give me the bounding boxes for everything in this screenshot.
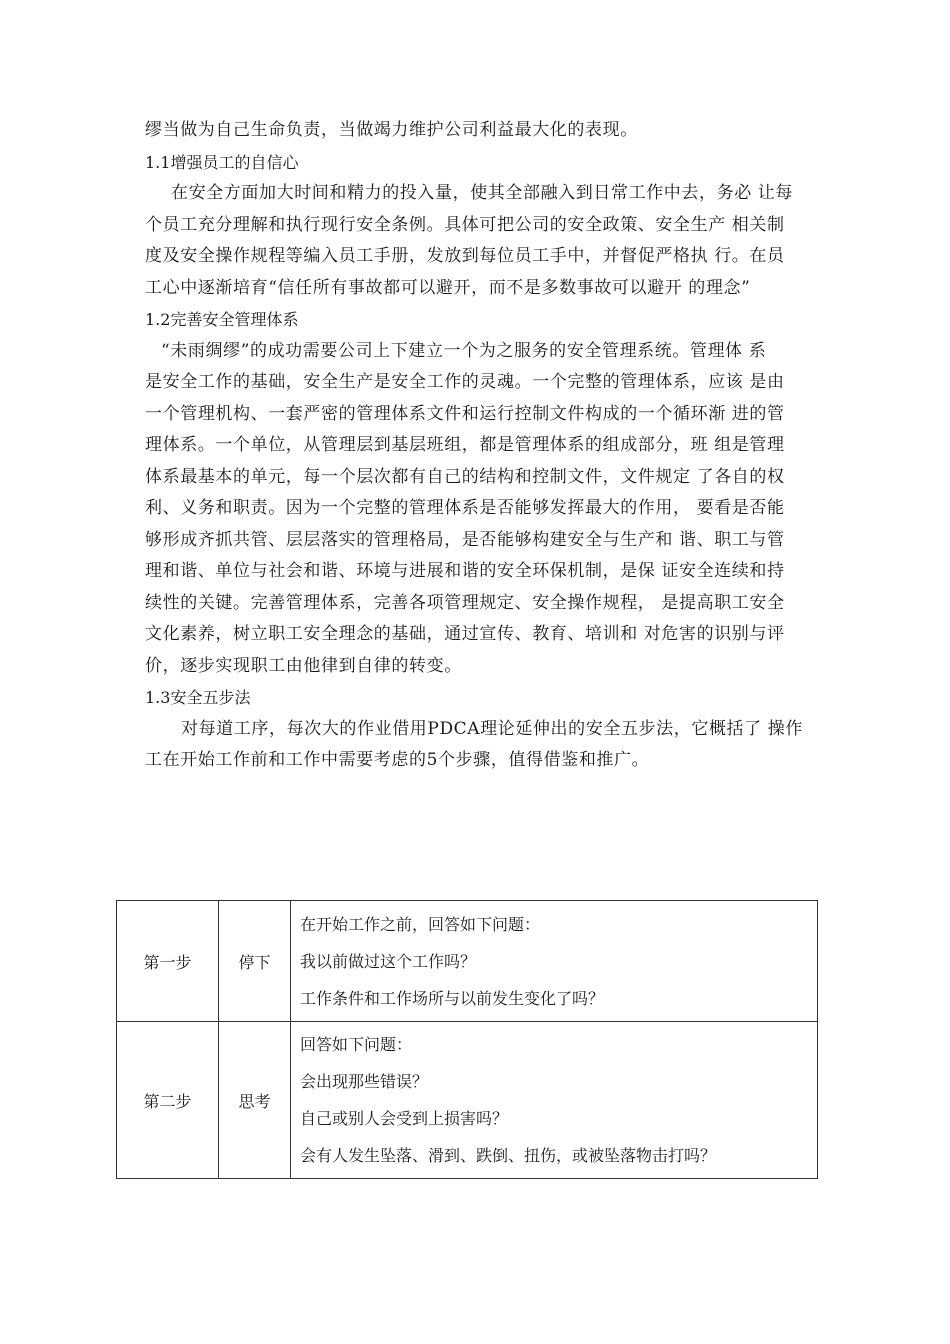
- table-row: [117, 901, 818, 1022]
- description-line: 回答如下问题：: [300, 1035, 413, 1054]
- table-row: [117, 1022, 818, 1179]
- paragraph-line: 工心中逐渐培育“信任所有事故都可以避开，而不是多数事故可以避开 的理念”: [145, 277, 751, 298]
- document-body: [145, 115, 820, 777]
- description-line: 会出现那些错误？: [300, 1072, 429, 1091]
- step-action-cell: 思考: [219, 1022, 291, 1179]
- description-line: 自己或别人会受到上损害吗？: [300, 1109, 509, 1128]
- description-line: 在开始工作之前，回答如下问题：: [300, 914, 541, 934]
- step-action-cell: 停下: [219, 901, 291, 1022]
- paragraph-line: 理和谐、单位与社会和谐、环境与进展和谐的安全环保机制，是保 证安全连续和持: [145, 561, 785, 581]
- description-line: 我以前做过这个工作吗？: [300, 951, 477, 971]
- step-number-cell: 第二步: [117, 1022, 219, 1179]
- section-heading-1-1: 1.1增强员工的自信心: [145, 152, 299, 172]
- paragraph-line: 体系最基本的单元，每一个层次都有自己的结构和控制文件，文件规定 了各自的权: [145, 466, 785, 487]
- paragraph-line: 文化素养，树立职工安全理念的基础，通过宣传、教育、培训和 对危害的识别与评: [145, 624, 785, 644]
- paragraph-line: 价，逐步实现职工由他律到自律的转变。: [145, 655, 462, 676]
- step-description-cell: [291, 901, 818, 1022]
- paragraph-line: 续性的关键。完善管理体系，完善各项管理规定、安全操作规程， 是提高职工安全: [145, 592, 785, 613]
- paragraph-line: “未雨绸缪”的成功需要公司上下建立一个为之服务的安全管理系统。管理体 系: [161, 340, 767, 361]
- paragraph-line: 缪当做为自己生命负责，当做竭力维护公司利益最大化的表现。: [145, 120, 638, 140]
- paragraph-line: 工在开始工作前和工作中需要考虑的5个步骤，值得借鉴和推广。: [145, 750, 650, 770]
- paragraph-line: 个员工充分理解和执行现行安全条例。具体可把公司的安全政策、安全生产 相关制: [145, 214, 785, 235]
- paragraph-line: 够形成齐抓共管、层层落实的管理格局，是否能够构建安全与生产和 谐、职工与管: [145, 529, 785, 550]
- step-description-cell: [291, 1022, 818, 1179]
- paragraph-line: 利、义务和职责。因为一个完整的管理体系是否能够发挥最大的作用， 要看是否能: [145, 498, 785, 518]
- paragraph-line: 理体系。一个单位，从管理层到基层班组，都是管理体系的组成部分，班 组是管理: [145, 435, 785, 455]
- paragraph-line: 在安全方面加大时间和精力的投入量，使其全部融入到日常工作中去，务必 让每: [171, 183, 794, 203]
- paragraph-line: 度及安全操作规程等编入员工手册，发放到每位员工手中，并督促严格执 行。在员: [145, 246, 785, 266]
- safety-steps-table: [116, 900, 818, 1179]
- paragraph-line: 一个管理机构、一套严密的管理体系文件和运行控制文件构成的一个循环渐 进的管: [145, 403, 785, 424]
- paragraph-line: 是安全工作的基础，安全生产是安全工作的灵魂。一个完整的管理体系，应该 是由: [145, 372, 785, 392]
- description-line: 工作条件和工作场所与以前发生变化了吗？: [300, 988, 605, 1008]
- step-number-cell: 第一步: [117, 901, 219, 1022]
- paragraph-line: 对每道工序，每次大的作业借用PDCA理论延伸出的安全五步法，它概括了 操作: [181, 718, 803, 739]
- section-heading-1-3: 1.3安全五步法: [145, 688, 251, 707]
- description-line: 会有人发生坠落、滑到、跌倒、扭伤，或被坠落物击打吗？: [300, 1146, 717, 1165]
- section-heading-1-2: 1.2完善安全管理体系: [145, 310, 299, 329]
